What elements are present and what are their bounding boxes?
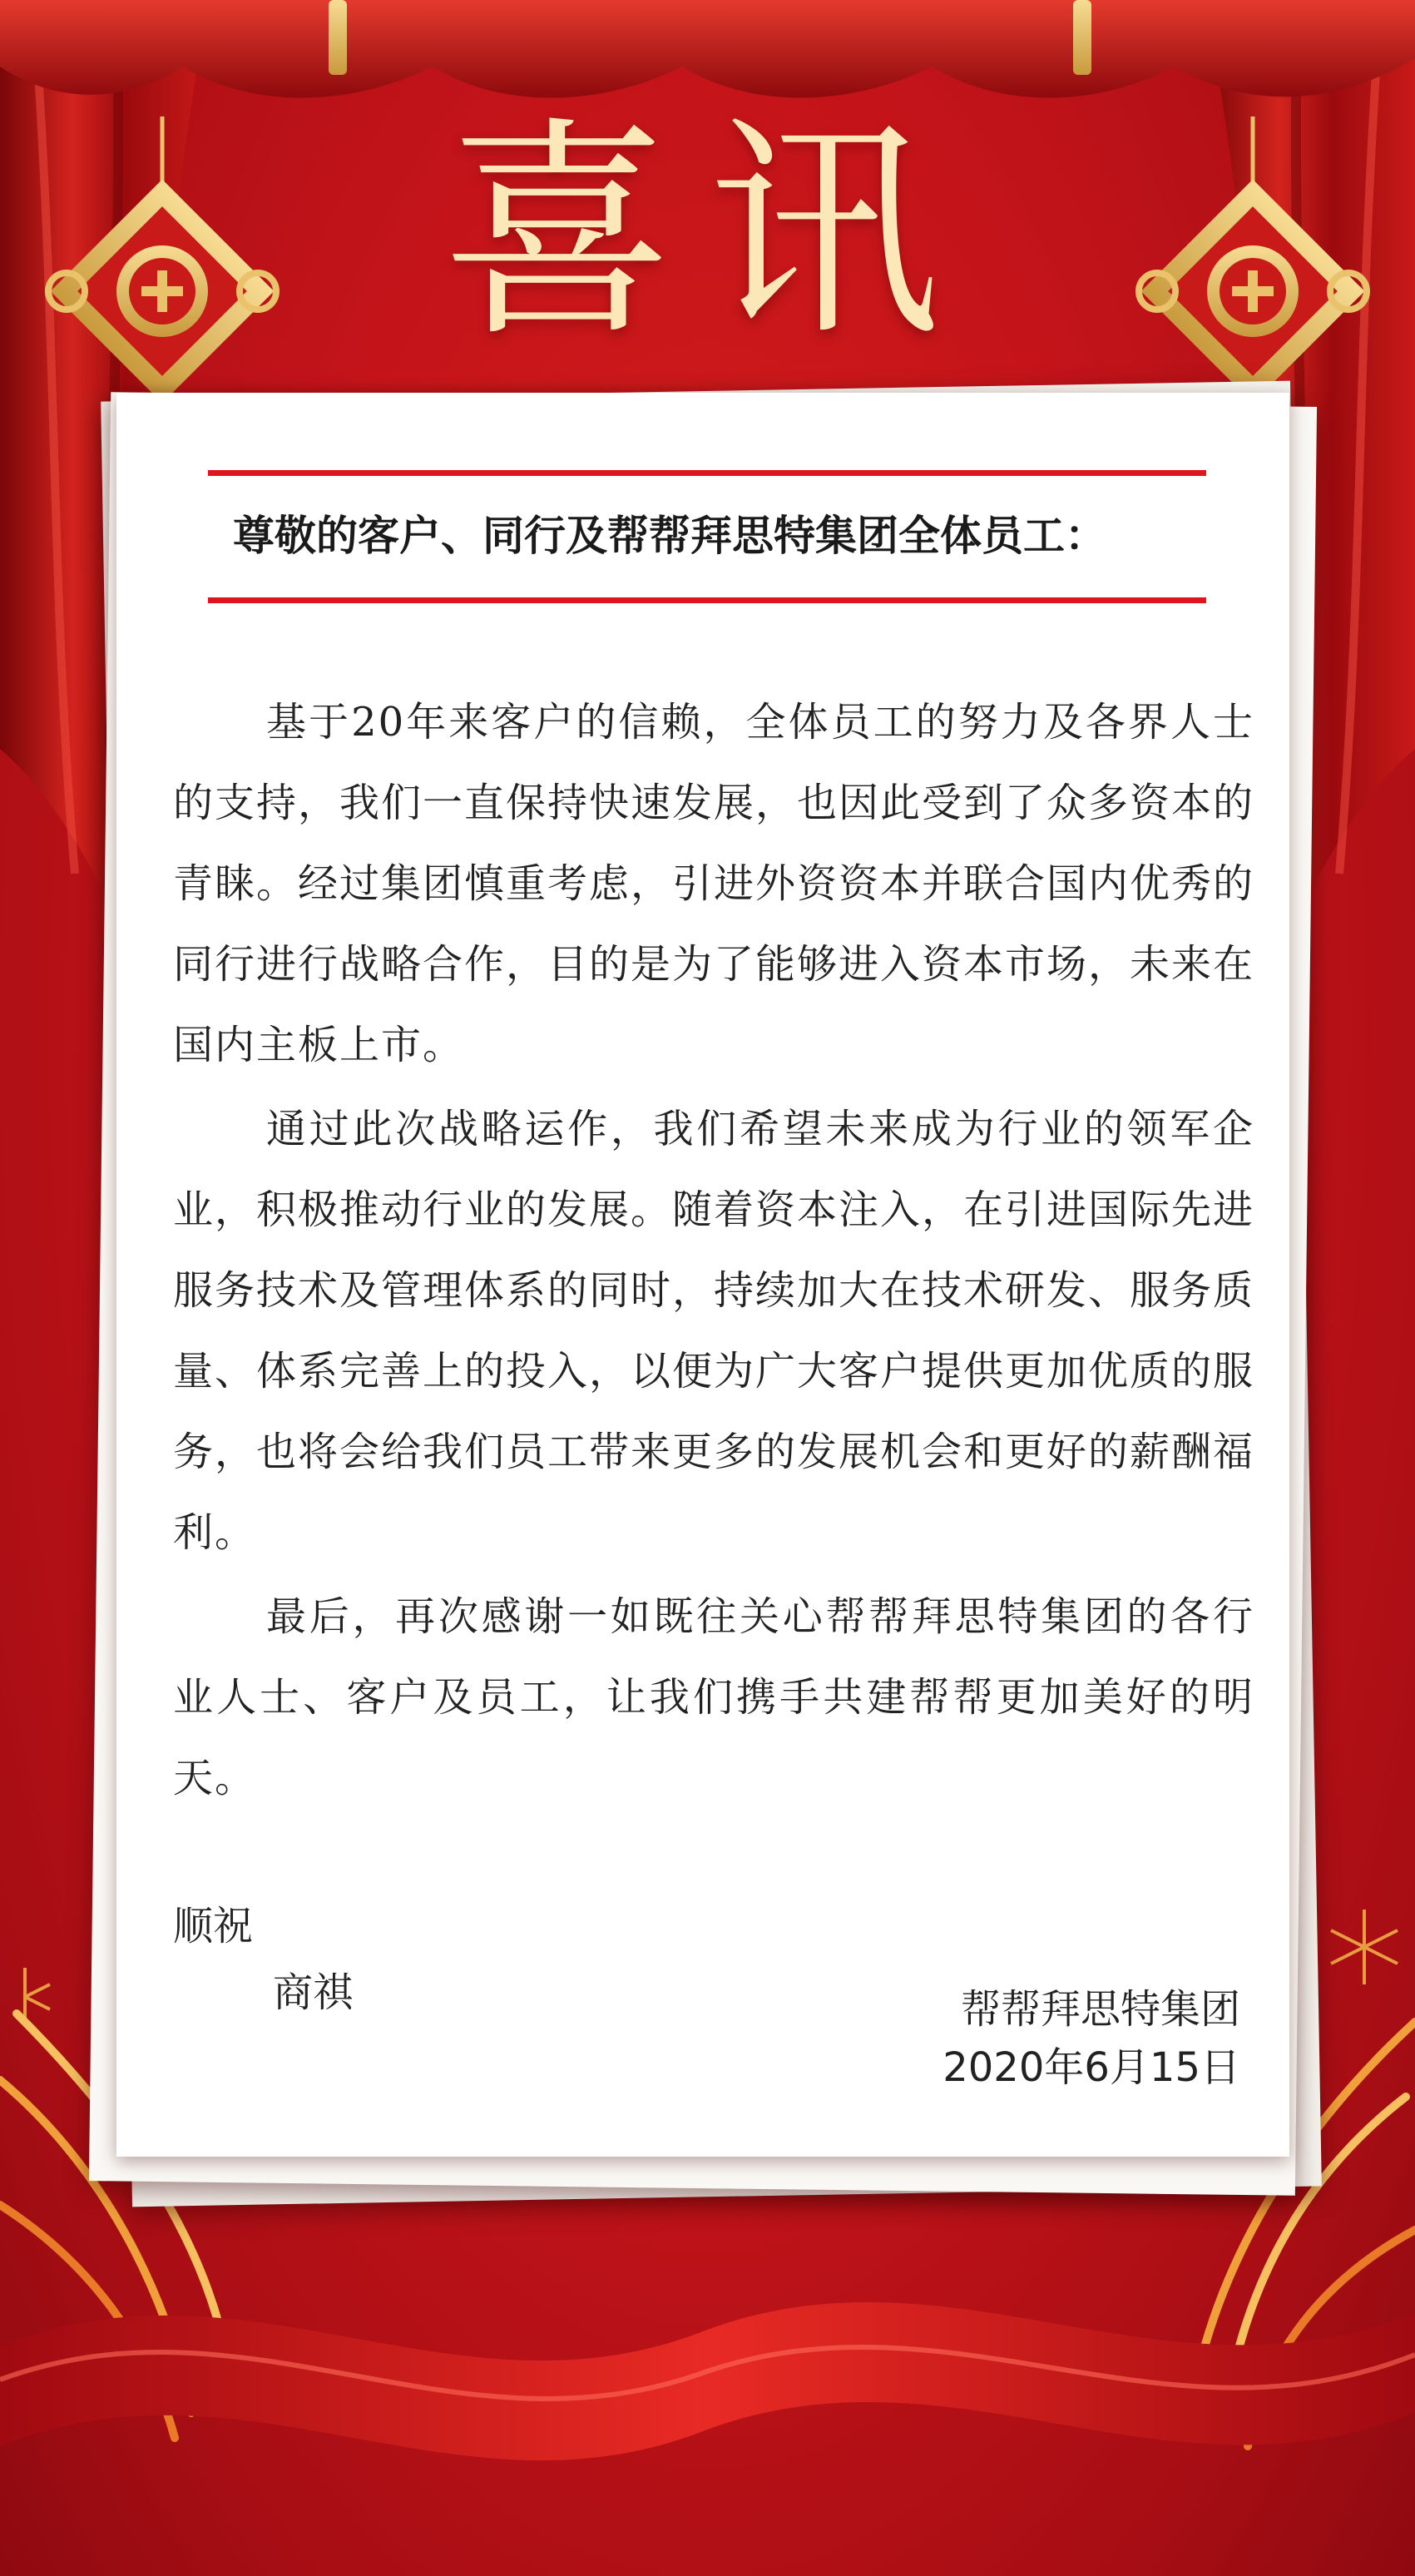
salutation: 尊敬的客户、同行及帮帮拜思特集团全体员工： <box>233 512 1106 560</box>
paragraph-1: 基于20年来客户的信赖，全体员工的努力及各界人士的支持，我们一直保持快速发展，也因此受到了众多资本的青睐。经过集团慎重考虑，引进外资资本并联合国内优秀的同行进行战略合作，目的是为了能够进入资本市场，未来在国内主板上市。 <box>173 699 1255 1068</box>
paragraph-2: 通过此次战略运作，我们希望未来成为行业的领军企业，积极推动行业的发展。随着资本注入，在引进国际先进服务技术及管理体系的同时，持续加大在技术研发、服务质量、体系完善上的投入，以便为广大客户提供更加优质的服务，也将会给我们员工带来更多的发展机会和更好的薪酬福利。 <box>173 1106 1255 1556</box>
closing-phrase: 顺祝 <box>173 1903 254 1949</box>
paragraph-3: 最后，再次感谢一如既往关心帮帮拜思特集团的各行业人士、客户及员工，让我们携手共建帮帮更加美好的明天。 <box>173 1593 1254 1801</box>
top-red-rule <box>208 470 1206 476</box>
curtain-valance <box>0 0 1415 98</box>
letter-date: 2020年6月15日 <box>943 2044 1240 2091</box>
closing-blessing: 商祺 <box>273 1969 354 2016</box>
headline-title: 喜讯 <box>441 97 974 369</box>
salutation-block <box>208 470 1206 603</box>
sender-name: 帮帮拜思特集团 <box>960 1986 1240 2033</box>
letter-body <box>173 682 1254 1822</box>
red-silk-ribbon <box>0 2302 1415 2460</box>
bottom-red-rule <box>208 597 1206 603</box>
